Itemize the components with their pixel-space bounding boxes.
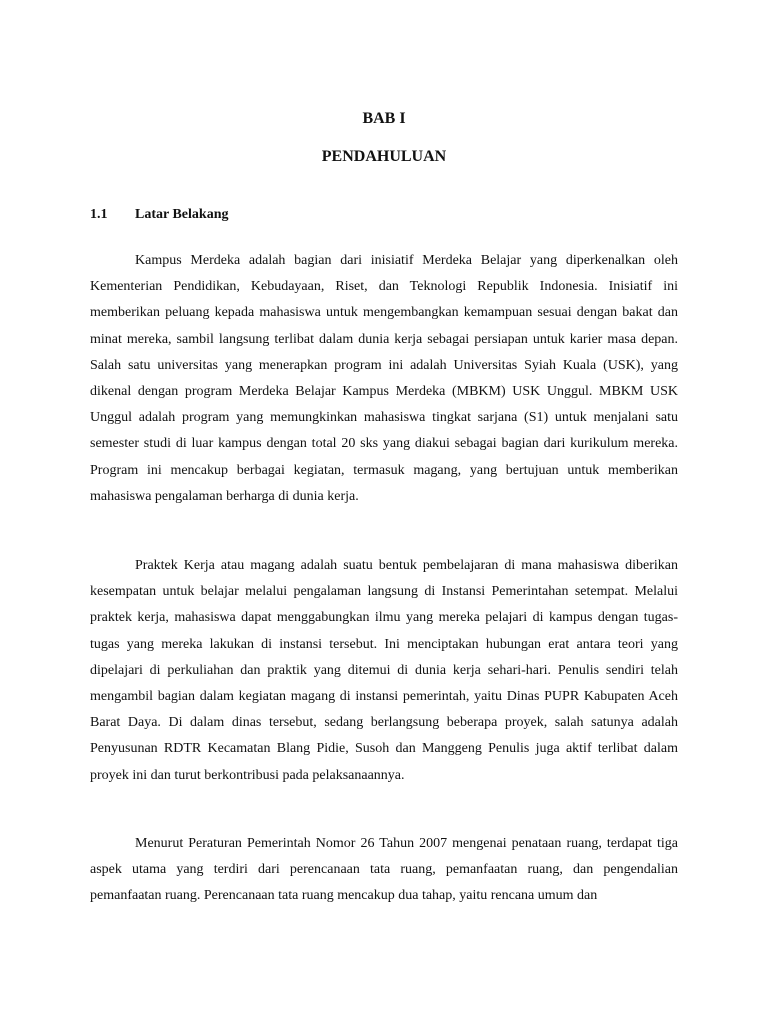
body-paragraph: Praktek Kerja atau magang adalah suatu bentuk pembelajaran di mana mahasiswa diberikan kesempatan untuk belajar melalui pengalaman langsung di Instansi Pemerintahan setempat. Melalui praktek kerja, mahasiswa dapat menggabungkan ilmu yang mereka pelajari di kampus dengan tugas-tugas yang mereka lakukan di instansi tersebut. Ini menciptakan hubungan erat antara teori yang dipelajari di perkuliahan dan praktik yang ditemui di dunia kerja sehari-hari. Penulis sendiri telah mengambil bagian dalam kegiatan magang di instansi pemerintah, yaitu Dinas PUPR Kabupaten Aceh Barat Daya. Di dalam dinas tersebut, sedang berlangsung beberapa proyek, salah satunya adalah Penyusunan RDTR Kecamatan Blang Pidie, Susoh dan Manggeng Penulis juga aktif terlibat dalam proyek ini dan turut berkontribusi pada pelaksanaannya. [90, 558, 678, 783]
section-heading [90, 204, 228, 226]
body-paragraph: Kampus Merdeka adalah bagian dari inisiatif Merdeka Belajar yang diperkenalkan oleh Kementerian Pendidikan, Kebudayaan, Riset, dan Teknologi Republik Indonesia. Inisiatif ini memberikan peluang kepada mahasiswa untuk mengembangkan kemampuan sesuai dengan bakat dan minat mereka, sambil langsung terlibat dalam dunia kerja sebagai persiapan untuk karier masa depan. Salah satu universitas yang menerapkan program ini adalah Universitas Syiah Kuala (USK), yang dikenal dengan program Merdeka Belajar Kampus Merdeka (MBKM) USK Unggul. MBKM USK Unggul adalah program yang memungkinkan mahasiswa tingkat sarjana (S1) untuk menjalani satu semester studi di luar kampus dengan total 20 sks yang diakui sebagai bagian dari kurikulum mereka. Program ini mencakup berbagai kegiatan, termasuk magang, yang bertujuan untuk memberikan mahasiswa pengalaman berharga di dunia kerja. [90, 253, 678, 504]
chapter-label: BAB I [362, 110, 406, 127]
section-number: 1.1 [90, 207, 108, 222]
section-title: Latar Belakang [135, 207, 229, 222]
chapter-title: PENDAHULUAN [321, 148, 447, 165]
body-paragraph: Menurut Peraturan Pemerintah Nomor 26 Tahun 2007 mengenai penataan ruang, terdapat tiga aspek utama yang terdiri dari perencanaan tata ruang, pemanfaatan ruang, dan pengendalian pemanfaatan ruang. Perencanaan tata ruang mencakup dua tahap, yaitu rencana umum dan [90, 836, 678, 904]
